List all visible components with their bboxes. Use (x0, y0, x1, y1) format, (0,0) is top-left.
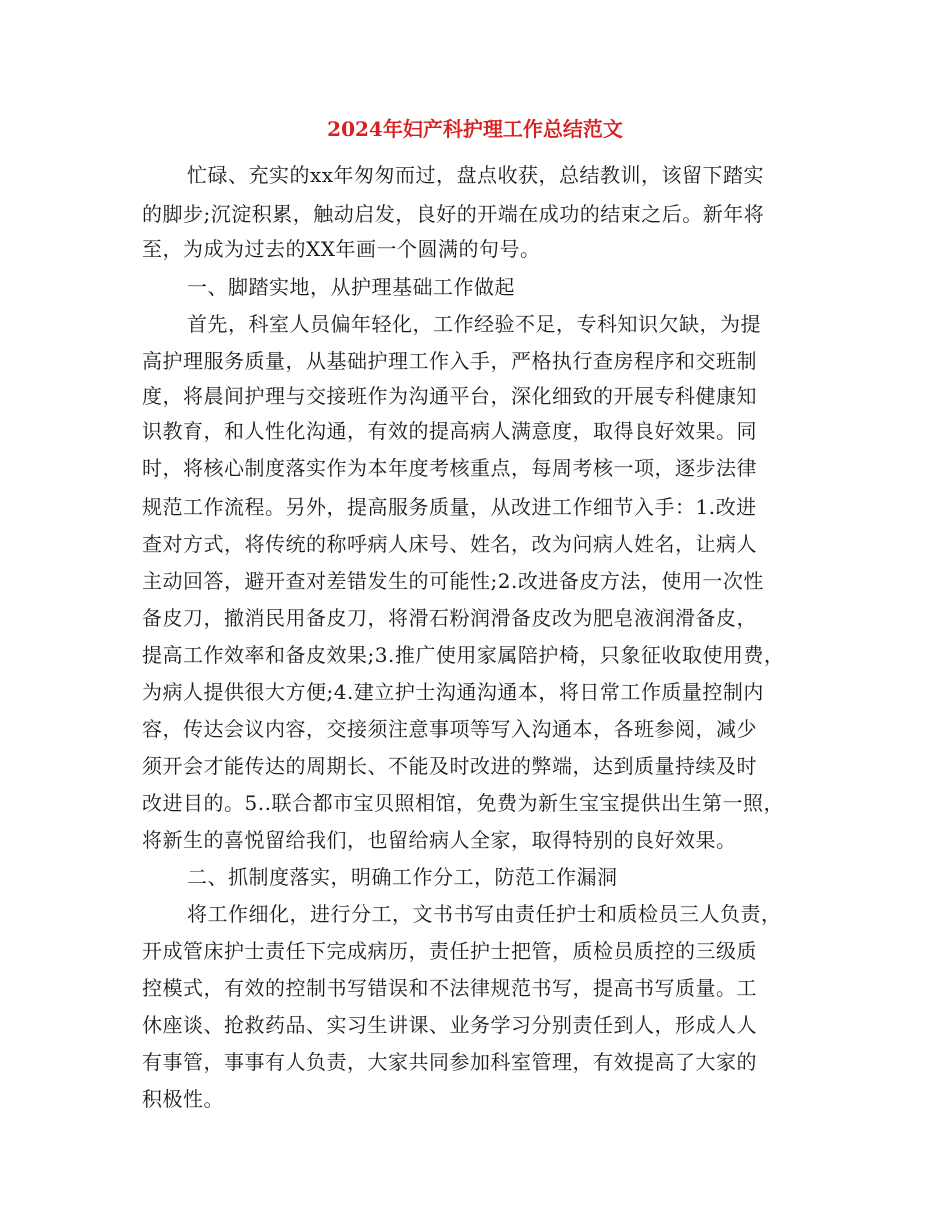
paragraph-line: 的脚步;沉淀积累，触动启发，良好的开端在成功的结束之后。新年将 (142, 202, 765, 226)
paragraph-line: 开成管床护士责任下完成病历，责任护士把管，质检员质控的三级质 (142, 939, 757, 963)
paragraph-line: 主动回答，避开查对差错发生的可能性;2.改进备皮方法，使用一次性 (142, 569, 764, 593)
paragraph-line: 忙碌、充实的xx年匆匆而过，盘点收获，总结教训，该留下踏实 (187, 163, 765, 187)
paragraph-line: 将工作细化，进行分工，文书书写由责任护士和质检员三人负责， (187, 902, 782, 926)
paragraph-line: 至，为成为过去的XX年画一个圆满的句号。 (142, 237, 541, 261)
section-heading: 二、抓制度落实，明确工作分工，防范工作漏洞 (187, 865, 618, 889)
document-title: 2024年妇产科护理工作总结范文 (327, 117, 623, 141)
paragraph-line: 备皮刀，撤消民用备皮刀，将滑石粉润滑备皮改为肥皂液润滑备皮， (142, 606, 757, 630)
paragraph-line: 控模式，有效的控制书写错误和不法律规范书写，提高书写质量。工 (142, 976, 757, 1000)
paragraph-line: 积极性。 (142, 1087, 224, 1111)
paragraph-line: 改进目的。5..联合都市宝贝照相馆，免费为新生宝宝提供出生第一照， (142, 791, 784, 815)
paragraph-line: 时，将核心制度落实作为本年度考核重点，每周考核一项，逐步法律 (142, 456, 757, 480)
paragraph-line: 高护理服务质量，从基础护理工作入手，严格执行查房程序和交班制 (142, 349, 757, 373)
section-heading: 一、脚踏实地，从护理基础工作做起 (187, 275, 515, 299)
paragraph-line: 将新生的喜悦留给我们，也留给病人全家，取得特别的良好效果。 (142, 828, 737, 852)
paragraph-line: 查对方式，将传统的称呼病人床号、姓名，改为问病人姓名，让病人 (142, 532, 757, 556)
paragraph-line: 规范工作流程。另外，提高服务质量，从改进工作细节入手：1.改进 (142, 495, 757, 519)
paragraph-line: 首先，科室人员偏年轻化，工作经验不足，专科知识欠缺，为提 (187, 312, 761, 336)
paragraph-line: 为病人提供很大方便;4.建立护士沟通沟通本，将日常工作质量控制内 (142, 680, 764, 704)
paragraph-line: 度，将晨间护理与交接班作为沟通平台，深化细致的开展专科健康知 (142, 384, 757, 408)
paragraph-line: 休座谈、抢救药品、实习生讲课、业务学习分别责任到人，形成人人 (142, 1013, 757, 1037)
paragraph-line: 识教育，和人性化沟通，有效的提高病人满意度，取得良好效果。同 (142, 419, 757, 443)
paragraph-line: 有事管，事事有人负责，大家共同参加科室管理，有效提高了大家的 (142, 1050, 757, 1074)
paragraph-line: 须开会才能传达的周期长、不能及时改进的弊端，达到质量持续及时 (142, 754, 757, 778)
paragraph-line: 容，传达会议内容，交接须注意事项等写入沟通本，各班参阅，减少 (142, 717, 757, 741)
paragraph-line: 提高工作效率和备皮效果;3.推广使用家属陪护椅，只象征收取使用费， (142, 643, 785, 667)
